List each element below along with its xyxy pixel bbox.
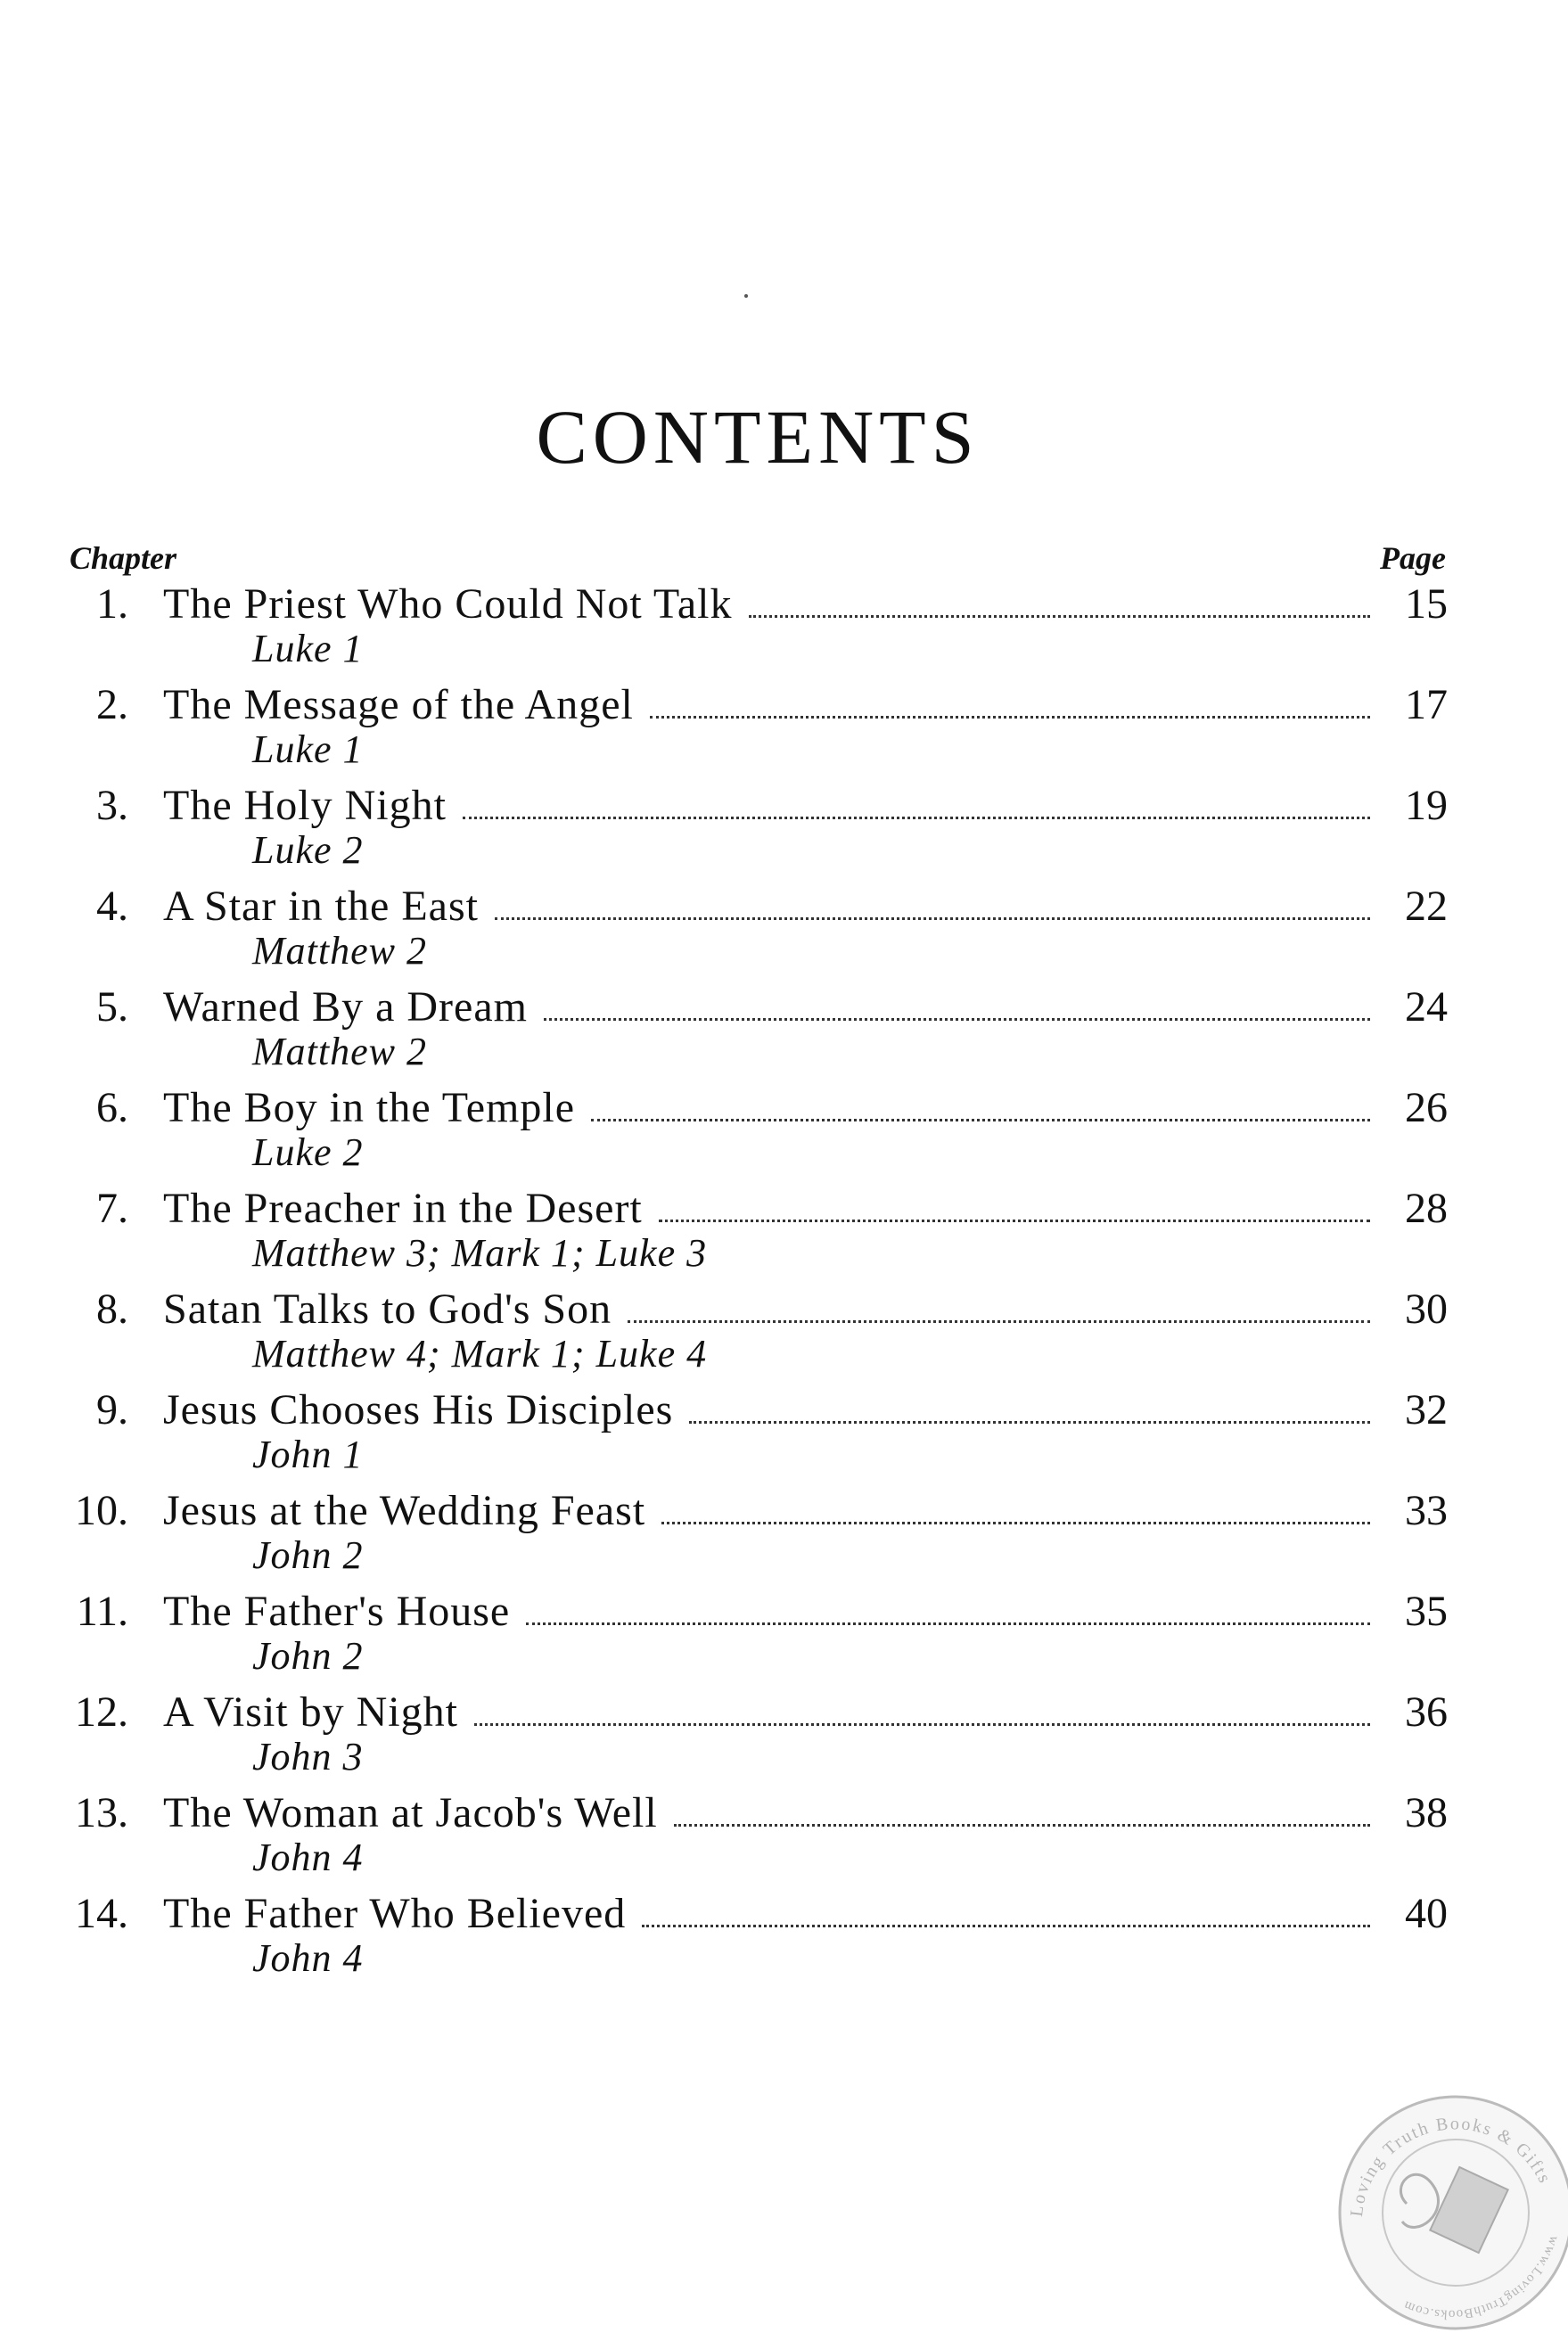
title-leader — [163, 1688, 1370, 1737]
title-leader — [163, 1889, 1370, 1938]
page-number: 22 — [1405, 883, 1448, 930]
toc-entry — [0, 1184, 1568, 1285]
title-leader — [163, 1184, 1370, 1233]
scripture-reference: John 4 — [252, 1936, 364, 1980]
title-leader — [163, 1788, 1370, 1837]
toc-entry — [0, 1486, 1568, 1587]
page-number: 15 — [1405, 580, 1448, 628]
toc-entry — [0, 1587, 1568, 1688]
title-leader — [163, 1285, 1370, 1334]
title-leader — [163, 1083, 1370, 1132]
page-number: 33 — [1405, 1487, 1448, 1534]
page-number: 24 — [1405, 983, 1448, 1031]
chapter-title: The Father's House — [163, 1588, 511, 1635]
chapter-number: 9. — [96, 1386, 128, 1433]
scripture-reference: Luke 1 — [252, 627, 364, 670]
chapter-number: 4. — [96, 883, 128, 930]
title-leader — [163, 680, 1370, 729]
toc-line — [0, 1889, 1568, 1944]
toc-entry — [0, 1385, 1568, 1486]
toc-line — [0, 1788, 1568, 1844]
scripture-reference: Matthew 2 — [252, 929, 427, 973]
toc-line — [0, 781, 1568, 836]
chapter-title: Warned By a Dream — [163, 983, 528, 1031]
chapter-title: The Holy Night — [163, 782, 447, 829]
chapter-number: 12. — [75, 1688, 128, 1736]
scripture-reference: Matthew 4; Mark 1; Luke 4 — [252, 1332, 708, 1376]
bible-ribbon-icon — [1318, 2070, 1568, 2337]
toc-entry — [0, 1788, 1568, 1889]
chapter-title: Jesus at the Wedding Feast — [163, 1487, 646, 1534]
dot-leader — [495, 914, 1370, 920]
toc-line — [0, 579, 1568, 635]
page-number: 19 — [1405, 782, 1448, 829]
chapter-number: 11. — [76, 1588, 128, 1635]
toc-entry — [0, 1688, 1568, 1788]
chapter-number: 5. — [96, 983, 128, 1031]
toc-line — [0, 680, 1568, 735]
toc-line — [0, 982, 1568, 1038]
chapter-number: 3. — [96, 782, 128, 829]
chapter-title: The Father Who Believed — [163, 1890, 627, 1937]
chapter-number: 7. — [96, 1185, 128, 1232]
title-leader — [163, 882, 1370, 931]
dot-leader — [463, 813, 1370, 819]
page-number: 30 — [1405, 1285, 1448, 1333]
chapter-title: The Message of the Angel — [163, 681, 634, 728]
title-leader — [163, 1486, 1370, 1535]
page-number: 28 — [1405, 1185, 1448, 1232]
page-number: 36 — [1405, 1688, 1448, 1736]
page-title: CONTENTS — [536, 394, 980, 480]
scripture-reference: Luke 2 — [252, 1130, 364, 1174]
chapter-title: The Preacher in the Desert — [163, 1185, 643, 1232]
watermark-url: www.LovingTruthBooks.com — [1400, 2233, 1562, 2321]
chapter-number: 8. — [96, 1285, 128, 1333]
chapter-number: 1. — [96, 580, 128, 628]
toc-entry — [0, 1889, 1568, 1990]
toc-line — [0, 1385, 1568, 1441]
page-number: 35 — [1405, 1588, 1448, 1635]
contents-list — [0, 579, 1568, 1990]
chapter-title: A Visit by Night — [163, 1688, 458, 1736]
title-leader — [163, 1587, 1370, 1636]
watermark-text: Loving Truth Books & Gifts — [1346, 2114, 1556, 2218]
chapter-title: Jesus Chooses His Disciples — [163, 1386, 674, 1433]
chapter-title: The Priest Who Could Not Talk — [163, 580, 733, 628]
dot-leader — [526, 1619, 1370, 1625]
toc-entry — [0, 982, 1568, 1083]
dot-leader — [591, 1115, 1370, 1121]
toc-entry — [0, 579, 1568, 680]
toc-line — [0, 1285, 1568, 1340]
scripture-reference: John 1 — [252, 1433, 364, 1476]
toc-line — [0, 1083, 1568, 1138]
scripture-reference: John 2 — [252, 1533, 364, 1577]
toc-line — [0, 1688, 1568, 1743]
scripture-reference: Luke 2 — [252, 828, 364, 872]
dot-leader — [749, 612, 1371, 618]
dot-leader — [474, 1720, 1370, 1726]
chapter-title: A Star in the East — [163, 883, 479, 930]
page-number: 38 — [1405, 1789, 1448, 1836]
scripture-reference: Luke 1 — [252, 727, 364, 771]
dot-leader — [642, 1921, 1370, 1927]
page-number: 26 — [1405, 1084, 1448, 1131]
scripture-reference: John 4 — [252, 1836, 364, 1879]
chapter-title: The Woman at Jacob's Well — [163, 1789, 658, 1836]
chapter-number: 10. — [75, 1487, 128, 1534]
chapter-title: The Boy in the Temple — [163, 1084, 575, 1131]
dot-leader — [689, 1417, 1370, 1424]
dot-leader — [674, 1820, 1370, 1827]
paper-speck — [744, 294, 748, 298]
scripture-reference: Matthew 2 — [252, 1030, 427, 1073]
scripture-reference: Matthew 3; Mark 1; Luke 3 — [252, 1231, 708, 1275]
dot-leader — [650, 712, 1370, 719]
dot-leader — [628, 1317, 1370, 1323]
chapter-number: 14. — [75, 1890, 128, 1937]
title-leader — [163, 1385, 1370, 1434]
toc-entry — [0, 1083, 1568, 1184]
scripture-reference: John 2 — [252, 1634, 364, 1678]
watermark-seal — [1318, 2070, 1568, 2337]
toc-entry — [0, 1285, 1568, 1385]
toc-line — [0, 1486, 1568, 1541]
scripture-reference: John 3 — [252, 1735, 364, 1778]
dot-leader — [544, 1014, 1370, 1021]
page-number: 40 — [1405, 1890, 1448, 1937]
toc-entry — [0, 781, 1568, 882]
chapter-number: 6. — [96, 1084, 128, 1131]
dot-leader — [659, 1216, 1370, 1222]
page-column-header: Page — [1380, 540, 1446, 576]
chapter-number: 2. — [96, 681, 128, 728]
page-number: 17 — [1405, 681, 1448, 728]
dot-leader — [661, 1518, 1370, 1524]
toc-line — [0, 882, 1568, 937]
toc-line — [0, 1184, 1568, 1239]
toc-line — [0, 1587, 1568, 1642]
chapter-title: Satan Talks to God's Son — [163, 1285, 612, 1333]
page-number: 32 — [1405, 1386, 1448, 1433]
toc-entry — [0, 680, 1568, 781]
title-leader — [163, 579, 1370, 628]
chapter-number: 13. — [75, 1789, 128, 1836]
chapter-column-header: Chapter — [70, 540, 177, 576]
title-leader — [163, 982, 1370, 1031]
toc-entry — [0, 882, 1568, 982]
title-leader — [163, 781, 1370, 830]
